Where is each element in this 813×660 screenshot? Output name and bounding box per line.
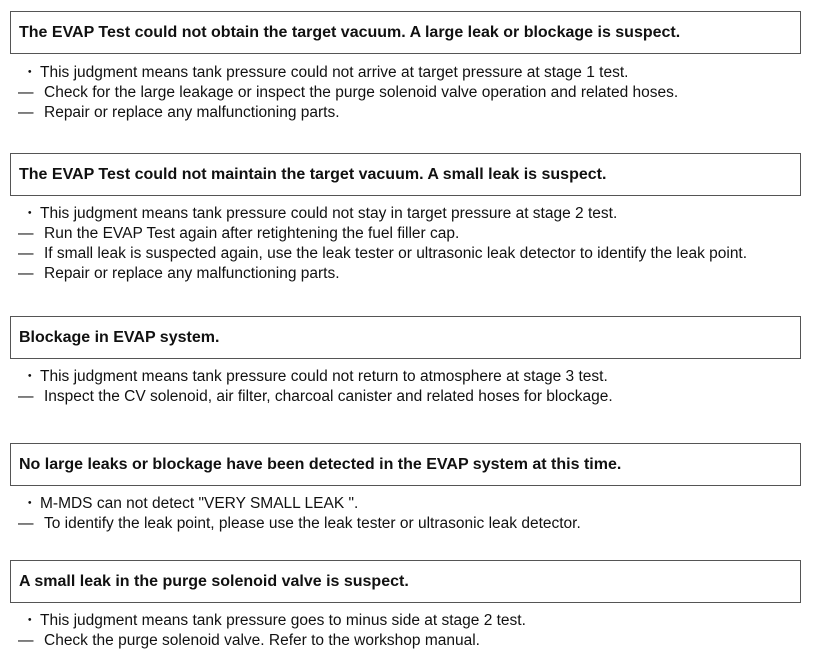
section-2-list: [18, 204, 747, 284]
section-2-heading: [10, 153, 801, 196]
section-3-list: [18, 367, 613, 407]
list-item: [18, 204, 747, 224]
section-1-heading-text: The EVAP Test could not obtain the target vacuum. A large leak or blockage is suspect.: [19, 23, 681, 41]
list-item-text: This judgment means tank pressure could not return to atmosphere at stage 3 test.: [40, 368, 608, 385]
list-item-text: To identify the leak point, please use the leak tester or ultrasonic leak detector.: [44, 515, 581, 532]
dash-marker: —: [18, 388, 34, 405]
list-item-text: M-MDS can not detect "VERY SMALL LEAK ".: [40, 495, 359, 512]
list-item-text: Check for the large leakage or inspect the purge solenoid valve operation and related hoses.: [44, 84, 679, 101]
dash-marker: —: [18, 245, 34, 262]
list-item-text: Repair or replace any malfunctioning parts.: [44, 104, 340, 121]
list-item: [18, 103, 678, 123]
bullet-marker: ・: [22, 612, 38, 629]
section-4-heading-text: No large leaks or blockage have been detected in the EVAP system at this time.: [19, 455, 622, 473]
dash-marker: —: [18, 104, 34, 121]
list-item-text: Inspect the CV solenoid, air filter, charcoal canister and related hoses for blockage.: [44, 388, 613, 405]
list-item-text: This judgment means tank pressure could not stay in target pressure at stage 2 test.: [40, 205, 618, 222]
list-item: [18, 494, 581, 514]
list-item-text: This judgment means tank pressure goes to minus side at stage 2 test.: [40, 612, 526, 629]
list-item: [18, 63, 678, 83]
section-1-list: [18, 63, 678, 123]
list-item-text: Run the EVAP Test again after retightening the fuel filler cap.: [44, 225, 460, 242]
section-2-heading-text: The EVAP Test could not maintain the target vacuum. A small leak is suspect.: [19, 165, 607, 183]
list-item: [18, 631, 526, 651]
section-5-heading: [10, 560, 801, 603]
list-item: [18, 387, 613, 407]
section-3-heading: [10, 316, 801, 359]
bullet-marker: ・: [22, 205, 38, 222]
list-item: [18, 264, 747, 284]
list-item: [18, 514, 581, 534]
section-3-heading-text: Blockage in EVAP system.: [19, 328, 220, 346]
list-item-text: Repair or replace any malfunctioning parts.: [44, 265, 340, 282]
dash-marker: —: [18, 225, 34, 242]
section-4-heading: [10, 443, 801, 486]
list-item-text: Check the purge solenoid valve. Refer to the workshop manual.: [44, 632, 480, 649]
section-4-list: [18, 494, 581, 534]
list-item-text: If small leak is suspected again, use the leak tester or ultrasonic leak detector to identify the leak point.: [44, 245, 748, 262]
dash-marker: —: [18, 84, 34, 101]
section-5-heading-text: A small leak in the purge solenoid valve is suspect.: [19, 572, 409, 590]
dash-marker: —: [18, 265, 34, 282]
section-1-heading: [10, 11, 801, 54]
list-item: [18, 611, 526, 631]
section-5-list: [18, 611, 526, 651]
bullet-marker: ・: [22, 64, 38, 81]
list-item: [18, 367, 613, 387]
list-item: [18, 224, 747, 244]
bullet-marker: ・: [22, 368, 38, 385]
list-item: [18, 83, 678, 103]
dash-marker: —: [18, 632, 34, 649]
list-item: [18, 244, 747, 264]
dash-marker: —: [18, 515, 34, 532]
bullet-marker: ・: [22, 495, 38, 512]
list-item-text: This judgment means tank pressure could not arrive at target pressure at stage 1 test.: [40, 64, 629, 81]
